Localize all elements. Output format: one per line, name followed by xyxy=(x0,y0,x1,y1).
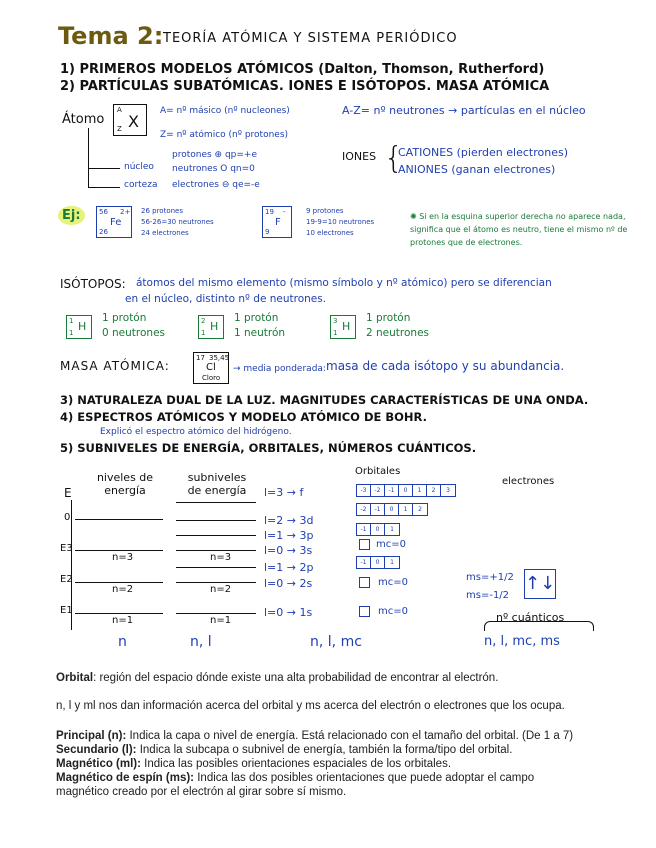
row-f: l=3 → f xyxy=(264,486,304,499)
orbitals-3p xyxy=(356,523,400,536)
h3-line-1: 1 protón xyxy=(366,312,411,324)
sub-line-f xyxy=(176,502,256,503)
espin-def xyxy=(56,772,534,784)
cl-mass: 35,45 xyxy=(209,354,230,362)
bottom-n: n xyxy=(118,634,127,650)
sub-line-3d xyxy=(176,520,256,521)
section-4-note: Explicó el espectro atómico del hidrógeno. xyxy=(100,427,292,437)
fe-notation-box xyxy=(96,206,132,238)
bottom-nlm: n, l, mc xyxy=(310,634,362,650)
section-2-heading: 2) PARTÍCULAS SUBATÓMICAS. IONES E ISÓTOPOS. MASA ATÓMICA xyxy=(60,79,550,94)
az-definition: A-Z= nº neutrones → partículas en el núcleo xyxy=(342,104,586,117)
h2-line-1: 1 protón xyxy=(234,312,279,324)
level-line-0 xyxy=(75,519,163,520)
protones-label: protones ⊕ qp=+e xyxy=(172,150,257,160)
ms-minus: ms=-1/2 xyxy=(466,590,510,601)
principal-term: Principal (n): xyxy=(56,730,127,742)
e2-label: E2 xyxy=(60,574,73,585)
note-bullet-icon: ✺ xyxy=(410,212,420,221)
media-ponderada: → media ponderada: xyxy=(233,364,326,374)
e3-label: E3 xyxy=(60,543,73,554)
row-3p: l=1 → 3p xyxy=(264,529,314,542)
neutrones-label: neutrones O qn=0 xyxy=(172,164,255,174)
cuanticos-brace xyxy=(484,621,594,631)
orbitals-f xyxy=(356,484,456,497)
fe-atomic-number: 26 xyxy=(99,228,108,236)
row-2s-l: l=0 xyxy=(264,577,284,590)
cl-notation-box xyxy=(193,352,229,384)
nucleo-label: núcleo xyxy=(124,162,154,172)
h2-symbol: H xyxy=(210,320,219,333)
f-line-2: 19-9=10 neutrones xyxy=(306,218,375,226)
energy-zero-label: 0 xyxy=(64,512,71,523)
orb-d-cell: -1 xyxy=(371,504,385,515)
masa-label: MASA ATÓMICA: xyxy=(60,359,170,373)
aniones-label: ANIONES (ganan electrones) xyxy=(398,163,556,176)
orb-3p-cell: 1 xyxy=(390,526,394,533)
element-symbol: X xyxy=(128,112,139,131)
page-title: Tema 2: xyxy=(58,22,164,50)
magnetico-def-text: Indica las posibles orientaciones espaciales de los orbitales. xyxy=(140,758,452,770)
fe-symbol: Fe xyxy=(110,217,122,228)
n2-label: n=2 xyxy=(112,584,134,595)
row-3s-l: l=0 xyxy=(264,544,284,557)
orb-f-cell: -2 xyxy=(371,485,385,496)
principal-def-text: Indica la capa o nivel de energía. Está relacionado con el tamaño del orbital. (De 1 a 7) xyxy=(126,730,574,742)
subniveles-header: subniveles de energía xyxy=(187,471,247,497)
orb-2p-cell: -1 xyxy=(357,557,371,568)
f-symbol: F xyxy=(275,217,281,228)
magnetico-term: Magnético (ml): xyxy=(56,758,141,770)
atomic-number: Z xyxy=(117,125,122,133)
h2-a: 2 xyxy=(201,317,206,325)
cationes-label: CATIONES (pierden electrones) xyxy=(398,146,569,159)
orb-2p-cell: 1 xyxy=(390,559,394,566)
h1-box xyxy=(66,315,92,339)
fe-charge: 2+ xyxy=(120,208,131,216)
orb-3p-cell: -1 xyxy=(357,524,371,535)
sub-n1-label: n=1 xyxy=(210,615,232,626)
corteza-label: corteza xyxy=(124,180,158,190)
a-definition: A= nº másico (nº nucleones) xyxy=(160,106,290,116)
row-3d-l: l=2 xyxy=(264,514,284,527)
orb-d-cell: -2 xyxy=(357,504,371,515)
level-line-n1 xyxy=(75,613,163,614)
h1-a: 1 xyxy=(69,317,74,325)
sub-n3-label: n=3 xyxy=(210,552,232,563)
z-definition: Z= nº atómico (nº protones) xyxy=(160,130,289,140)
sub-line-2p xyxy=(176,567,256,568)
electrones-header: electrones xyxy=(502,476,555,487)
h3-symbol: H xyxy=(342,320,351,333)
orb-f-cell: -3 xyxy=(357,485,371,496)
row-f-l: l=3 xyxy=(264,486,284,499)
row-1s-sub: 1s xyxy=(299,606,313,619)
row-2p: l=1 → 2p xyxy=(264,561,314,574)
orbitales-header: Orbitales xyxy=(355,466,401,477)
cl-name: Cloro xyxy=(202,374,221,382)
secundario-def xyxy=(56,744,512,756)
h2-box xyxy=(198,315,224,339)
atomo-tree-branch-nucleo xyxy=(88,168,120,169)
row-1s: l=0 → 1s xyxy=(264,606,313,619)
level-line-n3 xyxy=(75,550,163,551)
mc0-1s: mc=0 xyxy=(378,606,408,617)
f-atomic-number: 9 xyxy=(265,228,270,236)
row-3d: l=2 → 3d xyxy=(264,514,314,527)
isotopos-label: ISÓTOPOS: xyxy=(60,277,126,291)
sub-line-3p xyxy=(176,535,256,536)
row-2p-sub: 2p xyxy=(299,561,314,574)
sub-line-2s xyxy=(176,582,256,583)
h3-box xyxy=(330,315,356,339)
orbital-1s-box xyxy=(359,606,370,617)
atomo-tree-branch-corteza xyxy=(88,187,120,188)
orb-d-cell: 2 xyxy=(418,506,422,513)
row-2s: l=0 → 2s xyxy=(264,577,313,590)
orb-f-cell: 2 xyxy=(427,485,441,496)
row-3p-sub: 3p xyxy=(299,529,314,542)
cl-atomic-number: 17 xyxy=(196,354,205,362)
orbitals-3d xyxy=(356,503,428,516)
orb-f-cell: 1 xyxy=(413,485,427,496)
principal-def xyxy=(56,730,573,742)
section-4-heading: 4) ESPECTROS ATÓMICOS Y MODELO ATÓMICO DE BOHR. xyxy=(60,410,427,424)
f-line-3: 10 electrones xyxy=(306,229,354,237)
n1-label: n=1 xyxy=(112,615,134,626)
mass-number: A xyxy=(117,106,122,114)
nlm-info: n, l y ml nos dan información acerca del orbital y ms acerca del electrón o electrones que los ocupa. xyxy=(56,700,565,712)
h1-z: 1 xyxy=(69,329,74,337)
h2-line-2: 1 neutrón xyxy=(234,327,286,339)
sub-n2-label: n=2 xyxy=(210,584,232,595)
espin-term: Magnético de espín (ms): xyxy=(56,772,195,784)
row-2s-sub: 2s xyxy=(299,577,313,590)
section-5-heading: 5) SUBNIVELES DE ENERGÍA, ORBITALES, NÚMEROS CUÁNTICOS. xyxy=(60,441,477,455)
f-mass-number: 19 xyxy=(265,208,274,216)
f-notation-box xyxy=(262,206,292,238)
row-f-sub: f xyxy=(299,486,304,499)
orbital-3s-box xyxy=(359,539,370,550)
e1-label: E1 xyxy=(60,605,73,616)
ejemplo-label: Ej: xyxy=(58,206,85,225)
orb-f-cell: 0 xyxy=(399,485,413,496)
orb-f-cell: 3 xyxy=(446,487,450,494)
orbitals-2p xyxy=(356,556,400,569)
h1-line-2: 0 neutrones xyxy=(102,327,165,339)
atomo-tree-line xyxy=(88,128,89,188)
masa-def: masa de cada isótopo y su abundancia. xyxy=(326,359,565,373)
secundario-def-text: Indica la subcapa o subnivel de energía, también la forma/tipo del orbital. xyxy=(136,744,513,756)
section-1-heading: 1) PRIMEROS MODELOS ATÓMICOS (Dalton, Thomson, Rutherford) xyxy=(60,62,545,77)
sub-line-1s xyxy=(176,613,256,614)
orbital-2s-box xyxy=(359,577,370,588)
row-3p-l: l=1 xyxy=(264,529,284,542)
iones-brace: { xyxy=(384,141,404,176)
energy-axis-label: E xyxy=(64,486,72,500)
sub-line-3s xyxy=(176,550,256,551)
h3-line-2: 2 neutrones xyxy=(366,327,429,339)
h1-symbol: H xyxy=(78,320,87,333)
h1-line-1: 1 protón xyxy=(102,312,147,324)
orb-d-cell: 0 xyxy=(385,504,399,515)
electrones-label: electrones ⊖ qe=-e xyxy=(172,180,260,190)
ejemplo-note-text: Si en la esquina superior derecha no aparece nada, significa que el átomo es neutro, tiene el mismo nº de protones que de electrones. xyxy=(410,212,628,247)
f-line-1: 9 protones xyxy=(306,207,344,215)
ms-plus: ms=+1/2 xyxy=(466,572,514,583)
media-ponderada-text: media ponderada: xyxy=(243,364,326,374)
cuanticos-list: n, l, mc, ms xyxy=(484,634,560,649)
mc0-2s: mc=0 xyxy=(378,577,408,588)
isotopos-def-2: en el núcleo, distinto nº de neutrones. xyxy=(125,293,327,305)
row-2p-l: l=1 xyxy=(264,561,284,574)
fe-mass-number: 56 xyxy=(99,208,108,216)
orb-f-cell: -1 xyxy=(385,485,399,496)
fe-line-3: 24 electrones xyxy=(141,229,189,237)
bottom-nl: n, l xyxy=(190,634,212,650)
mc0-3s: mc=0 xyxy=(376,539,406,550)
section-3-heading: 3) NATURALEZA DUAL DE LA LUZ. MAGNITUDES CARACTERÍSTICAS DE UNA ONDA. xyxy=(60,393,589,407)
h2-z: 1 xyxy=(201,329,206,337)
row-1s-l: l=0 xyxy=(264,606,284,619)
row-3s: l=0 → 3s xyxy=(264,544,313,557)
n3-label: n=3 xyxy=(112,552,134,563)
orb-3p-cell: 0 xyxy=(371,524,385,535)
secundario-term: Secundario (l): xyxy=(56,744,137,756)
iones-label: IONES xyxy=(342,150,377,163)
cuanticos-label: nº cuánticos xyxy=(496,611,565,624)
ejemplo-note xyxy=(410,210,638,249)
h3-z: 1 xyxy=(333,329,338,337)
f-charge: - xyxy=(283,208,286,216)
atomo-notation-box xyxy=(113,104,147,136)
h3-a: 3 xyxy=(333,317,338,325)
orbital-def-text: : región del espacio dónde existe una alta probabilidad de encontrar al electrón. xyxy=(93,672,499,684)
row-3d-sub: 3d xyxy=(299,514,314,527)
espin-def-2: magnético creado por el electrón al girar sobre sí mismo. xyxy=(56,786,347,798)
orbital-definition xyxy=(56,672,498,684)
fe-line-2: 56-26=30 neutrones xyxy=(141,218,214,226)
spin-arrows-icon: ↑↓ xyxy=(524,569,556,599)
isotopos-def-1: átomos del mismo elemento (mismo símbolo y nº atómico) pero se diferencian xyxy=(136,277,552,289)
level-line-n2 xyxy=(75,582,163,583)
row-3s-sub: 3s xyxy=(299,544,313,557)
page-subtitle: TEORÍA ATÓMICA Y SISTEMA PERIÓDICO xyxy=(163,31,458,46)
fe-line-1: 26 protones xyxy=(141,207,183,215)
espin-def-text: Indica las dos posibles orientaciones que puede adoptar el campo xyxy=(194,772,535,784)
cl-symbol: Cl xyxy=(206,362,216,373)
atomo-label: Átomo xyxy=(62,112,105,127)
orb-d-cell: 1 xyxy=(399,504,413,515)
orb-2p-cell: 0 xyxy=(371,557,385,568)
orbital-term: Orbital xyxy=(56,672,94,684)
magnetico-def xyxy=(56,758,451,770)
niveles-header: niveles de energía xyxy=(96,471,154,497)
